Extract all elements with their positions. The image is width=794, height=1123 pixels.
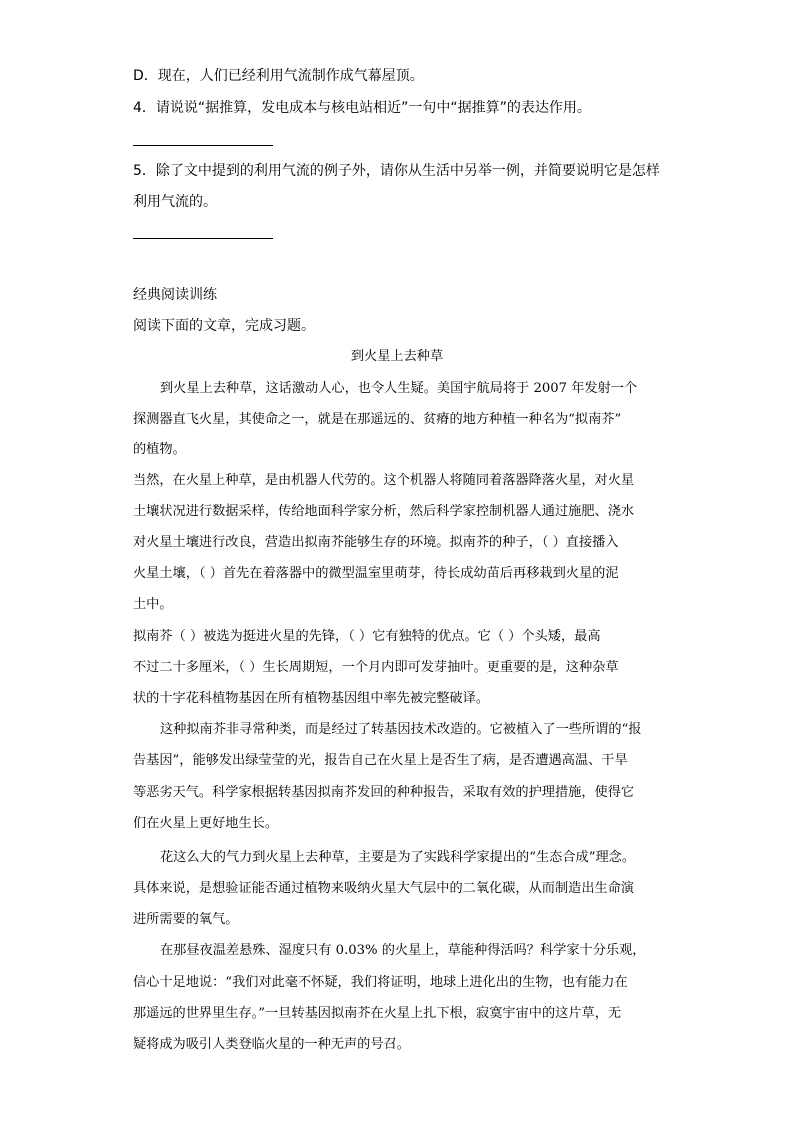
answer-line-q5 [133,238,273,239]
article-p4-line-3: 等恶劣天气。科学家根据转基因拟南芥发回的种种报告，采取有效的护理措施，使得它 [133,785,635,800]
article-p2-line-3: 对火星土壤进行改良，营造出拟南芥能够生存的环境。拟南芥的种子，（ ）直接播入 [133,535,619,550]
answer-line-q4 [133,145,273,146]
section-instruction: 阅读下面的文章，完成习题。 [133,318,315,334]
article-p6-line-4: 疑将成为吸引人类登临火星的一种无声的号召。 [133,1037,410,1052]
article-p5-line-3: 进所需要的氧气。 [133,912,239,927]
question-5-line-2: 利用气流的。 [133,194,217,210]
article-title: 到火星上去种草 [350,349,444,364]
article-p2-line-5: 土中。 [133,597,173,612]
article-p2-line-1: 当然，在火星上种草，是由机器人代劳的。这个机器人将随同着落器降落火星，对火星 [133,473,635,488]
article-p4-line-1: 这种拟南芥非寻常种类，而是经过了转基因技术改造的。它被植入了一些所谓的“报 [160,722,642,737]
article-p6-line-3: 那遥远的世界里生存。”一旦转基因拟南芥在火星上扎下根，寂寞宇宙中的这片草，无 [133,1006,622,1021]
article-p1-line-1: 到火星上去种草，这话激动人心，也令人生疑。美国宇航局将于 2007 年发射一个 [160,381,638,396]
article-p3-line-2: 不过二十多厘米，（ ）生长周期短，一个月内即可发芽抽叶。更重要的是，这种杂草 [133,660,619,675]
article-p5-line-1: 花这么大的气力到火星上去种草，主要是为了实践科学家提出的“生态合成”理念。 [160,850,636,865]
article-p1-line-2: 探测器直飞火星，其使命之一，就是在那遥远的、贫瘠的地方种植一种名为“拟南芥” [133,412,622,427]
article-p3-line-1: 拟南芥（ ）被选为挺进火星的先锋，（ ）它有独特的优点。它（ ）个头矮，最高 [133,629,601,644]
article-p2-line-4: 火星土壤，（ ）首先在着落器中的微型温室里萌芽，待长成幼苗后再移栽到火星的泥 [133,566,619,581]
section-heading: 经典阅读训练 [133,287,217,303]
article-p4-line-2: 告基因”，能够发出绿莹莹的光，报告自己在火星上是否生了病，是否遭遇高温、干旱 [133,753,628,768]
article-p1-line-3: 的植物。 [133,442,186,457]
article-p6-line-2: 信心十足地说：“我们对此毫不怀疑，我们将证明，地球上进化出的生物，也有能力在 [133,975,628,990]
question-option-d: D．现在，人们已经利用气流制作成气幕屋顶。 [133,68,424,84]
article-p4-line-4: 们在火星上更好地生长。 [133,816,279,831]
question-5-line-1: 5．除了文中提到的利用气流的例子外，请你从生活中另举一例，并简要说明它是怎样 [133,163,660,179]
article-p6-line-1: 在那昼夜温差悬殊、湿度只有 0.03% 的火星上，草能种得活吗？科学家十分乐观， [160,943,646,958]
article-p3-line-3: 状的十字花科植物基因在所有植物基因组中率先被完整破译。 [133,691,490,706]
article-p5-line-2: 具体来说，是想验证能否通过植物来吸纳火星大气层中的二氧化碳，从而制造出生命演 [133,881,635,896]
article-p2-line-2: 土壤状况进行数据采样，传给地面科学家分析，然后科学家控制机器人通过施肥、浇水 [133,504,635,519]
question-4: 4．请说说“据推算，发电成本与核电站相近”一句中“据推算”的表达作用。 [133,100,591,116]
